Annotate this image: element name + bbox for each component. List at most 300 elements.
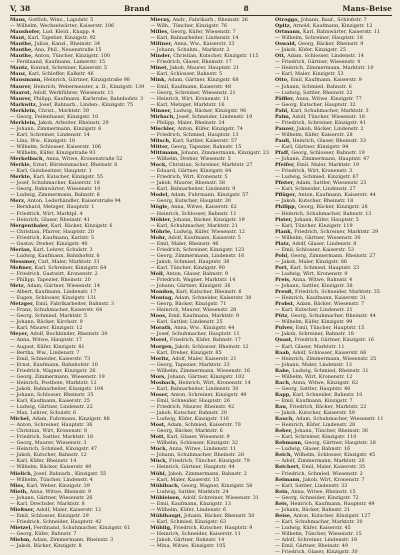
column-1 xyxy=(10,17,144,555)
entry-details: — Ludwig, Küfer, Kaiserstr. 45 xyxy=(275,524,351,531)
entry-surname: Markwitz, xyxy=(10,101,40,108)
entry-details: — Eduard, Gärtner, Kinzigstr. 84 xyxy=(150,168,232,175)
entry-surname: Mögle, xyxy=(150,204,171,211)
entry-surname: Maushofer, xyxy=(10,29,43,36)
entry-details: Anton, Kutscher, Kinzigstr. 127 xyxy=(293,512,371,519)
entry-details: Johann, Gärtner, Kinzigstr. 102 xyxy=(167,373,245,380)
entry-details: Adolf, Schreiner, Wiesenstr. 31 xyxy=(182,494,259,501)
entry-details: — Karl, Gärtner, Kinzigstr. 94 xyxy=(275,143,349,150)
entry-surname: Platz, xyxy=(275,240,293,247)
entry-details: — Friedrich, Gärtner, Wiesenstr. 4 xyxy=(275,59,361,66)
entry-details: Adolf, Kaufmann, Kaiserstr. 5 xyxy=(168,234,241,241)
entry-details: Georg, Bäcker, Rheinstr. 9 xyxy=(298,41,364,48)
entry-details: — Wilhelm, Wirt, Kronenstr. 12 xyxy=(275,373,353,380)
entry-details: — Georg, Bäcker, Marktstr. 6 xyxy=(150,428,223,435)
entry-details: — Georg, Feilenhauer, Kinzigstr. 10 xyxy=(10,113,99,120)
entry-details: Ernst, Bürstenmacher, Rheinstr. 8 xyxy=(32,162,118,169)
entry-details: — Karl, Bahnarbeiter, Lindenstr. 14 xyxy=(150,35,239,42)
entry-details: — Franz, Schuhmacher, Kaiserstr. 64 xyxy=(10,307,103,314)
entry-details: — Georg, Schneider, Kinzigstr. 72 xyxy=(275,494,359,501)
entry-surname: Mergenthaler, xyxy=(10,222,51,229)
entry-details: Anton, Küfer, Kinzigstr. 74 xyxy=(177,125,243,132)
entry-surname: Mirbach, xyxy=(150,113,177,120)
entry-details: — Friedrich, Wagner, Kinzigstr. 26 xyxy=(10,367,96,374)
entry-surname: Reimann, xyxy=(275,476,303,483)
entry-details: — Heinrich, Kaufmann, Kaiserstr. 31 xyxy=(275,295,367,302)
entry-details: — Ernst, Kaufmann, Bahnhofstr. 10 xyxy=(10,361,98,368)
entry-surname: Beise, xyxy=(275,512,294,519)
entry-surname: Reichert, xyxy=(275,464,302,471)
entry-details: — Heinrich, Zimmermann, Marktstr. 10 xyxy=(275,65,374,72)
entry-details: — Friedrich, Schneider, Hauptstr. 42 xyxy=(10,518,102,525)
entry-details: — Max, Lehrer, Schulstr. 6 xyxy=(10,410,77,417)
entry-details: — Heinrich, Zimmermann, Wiesenstr. 25 xyxy=(275,355,377,362)
entry-details: Andr., Fabrikarb., Rheinstr. 26 xyxy=(172,17,248,23)
entry-details: Emil, Tüncher, Hauptstr. 15 xyxy=(295,325,365,332)
entry-details: Friedrich, Schreiner, Marktstr. 29 xyxy=(294,228,379,235)
entry-details: — Johann, Schuhm., Marktstr. 2 xyxy=(150,47,230,54)
entry-details: Anna, Ww., Kaiserstr. 33 xyxy=(173,41,235,48)
entry-details: — Karl, Gutsbesitzer, Hauptstr. 1 xyxy=(10,168,92,175)
entry-details: — Wilhelm, Dreher, Wiesenstr. 5 xyxy=(150,156,231,163)
entry-surname: Rebmann, xyxy=(275,440,305,447)
entry-details: — Ludwig, Gärtner, Lindenstr. 22 xyxy=(10,404,93,410)
entry-surname: Metz, xyxy=(10,283,27,290)
entry-surname: Mauthe, xyxy=(10,41,35,48)
entry-details: Josef, Schneider, Lindenstr. 19 xyxy=(176,113,253,120)
entry-details: — Heinrich, Gärtner, Hauptstr. 44 xyxy=(150,464,235,471)
entry-details: — Jakob, Bäcker, Kinzigstr. 8 xyxy=(10,543,82,550)
entry-surname: Preis, xyxy=(275,277,293,284)
entry-details: Anna, Witwe, Rheinstr. 9 xyxy=(29,488,92,495)
entry-surname: Mühl, xyxy=(150,470,169,477)
entry-surname: Morgen, xyxy=(150,343,176,350)
entry-details: Emil, Kaufmann, Kaiserstr. 9 xyxy=(290,77,362,84)
entry-details: Adam, Fuhrmann, Kinzigstr. 88 xyxy=(32,416,110,423)
entry-details: — Karl, Kutscher, Lindenstr. 21 xyxy=(275,307,353,314)
entry-details: Adam, Gärtner, Kinzigstr. 68 xyxy=(167,77,239,84)
entry-details: Heinrich, Wirt, Kronenstr. 14 xyxy=(178,379,251,386)
header-center: Brand xyxy=(124,3,150,13)
entry-details: — Christian, Pfarrer, Hauptstr. 20 xyxy=(10,228,94,235)
entry-details: — Karl, Drechsler, Marktstr. 8 xyxy=(10,500,85,507)
entry-surname: Mietzel, xyxy=(10,524,34,531)
entry-details: — Johann, Bäcker, Kirchstr. 9 xyxy=(10,319,83,326)
entry-details: Josef, Bahnarb., Linden-, Kinzigstr. 75 xyxy=(39,101,134,108)
entry-surname: Ortmann, xyxy=(275,29,303,36)
entry-details: Emil, Maler, Marktstr. 19 xyxy=(296,162,360,169)
entry-details: — Heinrich, Schneider, Kaiserstr. 11 xyxy=(150,530,241,537)
entry-details: — Friedrich, Glaser, Rheinstr. 17 xyxy=(150,59,232,66)
entry-details: — Karl, Schuhmacher, Marktstr. 30 xyxy=(275,518,363,525)
entry-details: Ludwig, Schmied, Rheinstr. 31 xyxy=(292,367,369,374)
entry-surname: Mierny, xyxy=(150,17,173,23)
entry-surname: Mauthe, xyxy=(10,53,35,60)
entry-details: — Jakob, Schreiner, Bahnstr. 18 xyxy=(275,331,354,338)
entry-surname: Rabe, xyxy=(275,367,293,374)
entry-details: — Bertha, Ww., Lindenstr. 7 xyxy=(10,349,80,356)
entry-surname: Rein, xyxy=(275,488,291,495)
entry-details: — Ludwig, Sattler, Rheinstr. 22 xyxy=(275,89,353,96)
entry-surname: Michel, xyxy=(10,416,33,423)
entry-details: Anna, Witwe, Rheinstr. 15 xyxy=(291,488,356,495)
entry-details: — Georg, Zimmermann, Wiesenstr. 19 xyxy=(10,373,105,380)
entry-details: — Georg, Maurer, Wiesenstr. 3 xyxy=(10,440,87,447)
entry-details: — Wilhelm, Küfer, Lindenstr. 6 xyxy=(150,506,227,513)
entry-details: — Emil, Maler, Rheinstr. 46 xyxy=(150,240,219,247)
entry-details: — Emil, Schneider, Kaiserstr. 73 xyxy=(10,355,91,362)
entry-surname: Mieth, xyxy=(10,488,30,495)
entry-surname: Minner, xyxy=(150,107,174,114)
entry-details: — Emil, Kaufmann, Kinzigstr. 13 xyxy=(150,500,231,507)
entry-surname: Mühleisen, xyxy=(150,494,183,501)
entry-details: — Georg, Kutscher, Hauptstr. 30 xyxy=(150,198,231,205)
entry-details: Adolf, Tüncher, Wiesenstr. 18 xyxy=(292,113,365,120)
entry-details: Adam, Bäcker, Wiesenstr. 7 xyxy=(296,301,365,308)
entry-surname: Rau, xyxy=(275,404,290,410)
entry-surname: Otroggo, xyxy=(275,17,301,23)
column-2 xyxy=(150,17,269,555)
entry-details: Georg, Schuhmacher, Rheinstr. 44 xyxy=(290,313,376,320)
entry-details: Jakob, Bäcker, Lindenstr. 2 xyxy=(296,125,364,132)
entry-details: Heinrich, Webermeister, a. D., Kinzigstr. 139 xyxy=(33,83,145,90)
entry-surname: Mitter, xyxy=(150,143,171,150)
entry-details: — Karl, Bahnarbeiter, Lindenstr. 30 xyxy=(150,385,239,392)
entry-details: Friedrich, Schneider, Marktstr. 35 xyxy=(295,289,380,296)
entry-details: — Karl, Tüncher, Kinzigstr. 90 xyxy=(150,264,225,271)
entry-surname: Reich, xyxy=(275,452,294,459)
entry-details: — Friedrich, Schreiner, Kinzigstr. 41 xyxy=(275,119,366,126)
entry-details: — Christian, Wirt, Kronenstr. 8 xyxy=(10,428,87,435)
entry-details: Emil, Maler, Kaiserstr. 35 xyxy=(301,464,366,471)
entry-details: Friedrich, Tüncher, Kinzigstr. 79 xyxy=(169,458,250,465)
entry-details: Karl, Weber, Kinzigstr. 39 xyxy=(26,482,90,489)
entry-details: — Friedrich, Maurer, Rheinstr. 42 xyxy=(150,404,235,410)
entry-details: — Jakob, Kutscher, Rheinstr. 18 xyxy=(275,198,354,205)
entry-details: Adolf, Schlosser, Kaiserstr. 66 xyxy=(292,349,367,356)
entry-surname: Raab, xyxy=(275,349,293,356)
entry-surname: Pauli, xyxy=(275,137,293,144)
entry-details: Georg, Zimmermann, Rheinstr. 27 xyxy=(290,252,376,259)
entry-details: Arnold, Kaufmann, Kinzigstr. 12 xyxy=(292,23,373,30)
entry-details: Karl, Schreiner, Kinzigstr. 64 xyxy=(34,264,107,271)
entry-surname: Pflüger, xyxy=(275,192,298,199)
entry-surname: Minder, xyxy=(150,53,174,60)
entry-details: — Adolf, Zimmermann, Marktstr. 26 xyxy=(275,458,365,465)
entry-details: — Heinrich, Küfer, Lindenstr. 28 xyxy=(275,422,356,429)
entry-details: Adolf, Maler, Kaiserstr. 21 xyxy=(171,355,237,362)
entry-details: Josef, Bahnarb., Kinzigstr. 55 xyxy=(34,470,107,477)
entry-details: — Jakob, Gärtner, Bahnstr. 14 xyxy=(150,537,225,544)
entry-surname: Maurer, xyxy=(10,95,34,102)
entry-details: Jakob, Arbeiter, Rheinstr. 29 xyxy=(38,119,109,126)
entry-details: Anton, Glaser, Bahnstr. 9 xyxy=(166,270,228,277)
entry-surname: Pohl, xyxy=(275,252,291,259)
header-rule xyxy=(10,15,392,16)
entry-details: — Heinrich, Glaser, Rheinstr. 41 xyxy=(10,216,90,223)
entry-details: — Johann, Zimmermann, Hauptstr. 47 xyxy=(275,156,370,163)
entry-surname: Mittmann, xyxy=(150,150,181,157)
entry-details: — Wilhelm, Tüncher, Lindenstr. 4 xyxy=(10,476,93,483)
entry-details: Lud. Kleid., Knapp. 4 xyxy=(42,29,95,36)
entry-details: — Wilhelm, Bäcker, Kaiserstr. 40 xyxy=(10,464,92,471)
entry-surname: Meßner, xyxy=(10,264,35,271)
entry-details: — Ludwig, Schmied, Kinzigstr. 67 xyxy=(275,174,359,181)
entry-details: Johann, Bäcker, Kinzigstr. 19 xyxy=(173,216,245,223)
entry-details: — Mina, Witwe, Kinzigstr. 105 xyxy=(150,543,226,550)
page-number: 8 xyxy=(243,3,249,13)
entry-surname: Merkle, xyxy=(10,162,33,169)
entry-surname: Mohr, xyxy=(150,234,169,241)
entry-details: Anna, Witwe, Kinzigstr. 77 xyxy=(295,95,362,102)
entry-details: — Ludwig, Sattler, Marktstr. 24 xyxy=(150,488,229,495)
entry-surname: Pfister, xyxy=(275,180,296,187)
entry-details: — Ludwig, Glaser, Bahnstr. 16 xyxy=(275,446,351,453)
entry-details: — Heinrich, Maurer, Wiesenstr. 28 xyxy=(150,307,237,314)
entry-surname: Pulver, xyxy=(275,325,296,332)
entry-surname: Oswald, xyxy=(275,41,299,48)
entry-details: — Wilh., Tüncher, Kinzigstr. 76 xyxy=(150,23,228,30)
entry-details: Anna, Witwe, Lindenstr. 11 xyxy=(169,446,237,453)
entry-details: Johann, Tüncher, Rheinstr. 36 xyxy=(294,428,369,435)
entry-details: Karl, Bäcker, Kinzigstr. 6 xyxy=(50,222,113,229)
entry-details: — Johann, Schlosser, Rheinstr. 35 xyxy=(10,391,94,398)
entry-surname: Möhler, xyxy=(150,216,174,223)
entry-details: — Ludwig, Wirt, Kronenstr. 9 xyxy=(275,270,348,277)
entry-details: Johann, Zimmermann, Kinzigstr. 23 xyxy=(180,150,269,157)
entry-details: — Wilhelm, Zimmermann, Wiesenstr. 16 xyxy=(150,367,251,374)
entry-details: Ludwig, Bäcker, Kinzigstr. 96 xyxy=(173,107,247,114)
entry-details: — Karl, Küfer, Rheinstr. 14 xyxy=(10,458,77,465)
entry-details: — Georg, Bäcker, Kinzigstr. 71 xyxy=(150,301,227,308)
entry-surname: Mühlig, xyxy=(150,524,174,531)
entry-surname: Mors, xyxy=(150,373,168,380)
entry-details: Karl, Schuhmacher, Marktstr. 3 xyxy=(290,107,369,114)
entry-surname: Morel, xyxy=(150,337,170,344)
column-3 xyxy=(275,17,392,555)
entry-details: — Friedrich, Schreiner, Kinzigstr. 123 xyxy=(150,246,245,253)
entry-details: — Georg, Sattler, Hauptstr. 40 xyxy=(275,385,351,392)
directory-entry xyxy=(150,543,269,549)
entry-details: — Friedrich, Schmied, Wiesenstr. 2 xyxy=(275,470,363,477)
entry-details: — Friedrich, Glaser, Kinzigstr. 30 xyxy=(275,549,358,555)
entry-surname: Mück, xyxy=(150,458,170,465)
entry-details: — Jakob, Kutscher, Bahnstr. 20 xyxy=(150,410,228,417)
entry-details: — Wilhelm, Küfer, Kaiserstr. 28 xyxy=(275,131,353,138)
entry-details: Heinrich, Kaufmann, Hauptstr. 49 xyxy=(290,500,375,507)
entry-details: Adam, Sattler, Wiesenstr. 23 xyxy=(295,180,367,187)
entry-surname: Rauch, xyxy=(275,416,296,423)
entry-details: Johann, Bauf., Schloßstr. 7 xyxy=(300,17,367,23)
entry-details: — Karl, Maurer, Kinzigstr. 12 xyxy=(10,325,83,332)
entry-details: — Emil, Gärtner, Rheinstr. 49 xyxy=(275,543,349,550)
entry-details: Heinrich, Gärtner, Kinzigstraße 98 xyxy=(43,77,130,84)
entry-surname: Opitz, xyxy=(275,23,293,30)
entry-details: Ludwig, Küfer, Wiesenstr. 12 xyxy=(173,228,245,235)
entry-surname: Mielich, xyxy=(10,470,35,477)
entry-details: — Karl, Schreiner, Lindenstr. 14 xyxy=(10,131,90,138)
entry-details: — Wilhelm, Tüncher, Wiesenstr. 15 xyxy=(275,530,362,537)
entry-surname: Meyer, xyxy=(10,331,31,338)
entry-surname: Metzger, xyxy=(10,301,36,308)
entry-details: — Johann, Gärtner, Kinzigstr. 36 xyxy=(150,283,231,290)
entry-details: — Josef, Schuhmacher, Kaiserstr. 18 xyxy=(10,180,100,187)
entry-surname: Preuß, xyxy=(275,289,296,296)
entry-details: Friedrich, Kutscher, Hauptstr. 9 xyxy=(173,524,253,531)
entry-details: — Jakob, Bahnarbeiter, Kinzigstr. 104 xyxy=(10,385,104,392)
entry-surname: Pütz, xyxy=(275,313,291,320)
entry-surname: Merian, xyxy=(10,246,34,253)
entry-details: — Friedrich, Wagner, Marktstr. 14 xyxy=(150,277,236,284)
entry-details: — Anton, Schreiner, Hauptstr. 36 xyxy=(10,422,93,429)
entry-details: Philipp, Kaufmann, Karlsruhe, Bahnhofstr. 3 xyxy=(33,95,144,102)
entry-surname: Mühlbach, xyxy=(150,482,182,489)
entry-details: Ana, Phil., Neuenstraße 15 xyxy=(34,47,102,54)
entry-surname: Probst, xyxy=(275,301,297,308)
entry-details: — Wilhelm, Küfer, Kinzigstraße 93 xyxy=(10,150,96,157)
entry-details: Friedrich, Gärtner, Kinzigstr. 16 xyxy=(294,337,374,344)
entry-details: Gottlob, Winz., Lapidstr. 5 xyxy=(28,17,94,23)
entry-details: — Wilhelm, Schreiner, Hauptstr. 18 xyxy=(275,35,363,42)
entry-details: — Ludwig, Küfer, Kinzigstr. 116 xyxy=(150,416,229,423)
entry-surname: Maurer, xyxy=(10,83,34,90)
entry-surname: Mautz, xyxy=(10,65,31,72)
entry-details: Konrad, Schreiner, Kaiserstr. 5 xyxy=(30,65,108,72)
columns xyxy=(10,17,392,555)
entry-details: Georg, Tapezier, Bahnstr. 15 xyxy=(170,143,242,150)
entry-surname: Mischler, xyxy=(150,125,178,132)
entry-details: — Wilhelm, Wechselwärter, Kaiserstr. 106 xyxy=(10,23,115,30)
entry-details: Karl, Bahnwärter, Kaiserstr. 11 xyxy=(302,29,381,36)
entry-details: — Karl, Maler, Kaiserstr. 15 xyxy=(150,476,220,483)
entry-details: Georg, Bäcker, Kinzigstr. 28 xyxy=(298,204,368,211)
entry-details: Georg, Wagner, Kinzigstr. 58 xyxy=(181,482,253,489)
entry-details: — Friedrich, Schmied, Hauptstr. 13 xyxy=(150,131,239,138)
entry-details: Adam, Fuhrmann, Kinzigstr. 57 xyxy=(170,192,249,199)
entry-details: — Emil, Schneider, Hauptstr. 26 xyxy=(150,397,230,404)
entry-details: Adam, Schneider, Kaiserstr. 38 xyxy=(174,295,252,302)
entry-details: — Friedrich, Wirt, Marktpl. 4 xyxy=(10,210,83,217)
entry-surname: Merklein, xyxy=(10,107,39,114)
entry-surname: Model, xyxy=(150,192,171,199)
entry-surname: Palm, xyxy=(275,113,293,120)
entry-surname: Otto, xyxy=(275,77,291,84)
entry-details: — Karl, Bahnarbeiter, Lindenstr. 9 xyxy=(150,186,236,193)
entry-details: — Ludwig, Kaufmann, Bahnhofstr. 6 xyxy=(10,252,100,259)
entry-details: — Jakob, Küfer, Kinzigstr. 25 xyxy=(275,47,347,54)
entry-details: — Johann, Schuhmacher, Rheinstr. 28 xyxy=(150,452,244,459)
entry-details: Adam, Schlosser, Lindenstr. 14 xyxy=(287,53,364,60)
entry-details: Karl, Schloffer, Kalkstr. 46 xyxy=(28,71,94,78)
entry-surname: Merz, xyxy=(10,198,28,205)
entry-details: Ferdinand, Schuhmacher, Kinzigstr. 61 xyxy=(33,524,131,531)
entry-details: Karl, Schneider, Bahnstr. 10 xyxy=(292,391,363,398)
entry-details: — Friedrich, Sattler, Marktstr. 18 xyxy=(10,434,94,441)
entry-details: — Karl, Schreiner, Kinzigstr. 110 xyxy=(275,434,357,441)
entry-surname: Maus, xyxy=(10,17,29,23)
entry-details: — Karl, Maler, Kinzigstr. 53 xyxy=(275,71,344,78)
entry-surname: Moll, xyxy=(150,270,167,277)
entry-details: — Wilhelm, Schlosser, Kinzigstr. 32 xyxy=(150,440,238,447)
entry-surname: Päffler, xyxy=(275,95,296,102)
entry-surname: Rach, xyxy=(275,379,293,386)
entry-details: — Wilhelm, Schlosser, Kaiserstr. 106 xyxy=(10,143,102,150)
entry-surname: Mock, xyxy=(150,162,169,169)
entry-details: — Johann, Bäcker, Bahnstr. 21 xyxy=(275,506,351,513)
entry-details: — Anna, Witwe, Hauptstr. 17 xyxy=(10,337,82,344)
entry-surname: Philipp, xyxy=(275,204,299,211)
entry-details: Adolf, Buchbinder, Rheinstr. 30 xyxy=(30,331,108,338)
entry-details: — Karl, Tüncher, Kinzigstr. 119 xyxy=(275,222,353,229)
entry-details: Emil, Fabrikarbeiter, Bahnstr. 3 xyxy=(35,301,115,308)
entry-details: Jakob, Schlosser, Rheinstr. 12 xyxy=(175,343,249,350)
entry-details: Christ., Marktstr. 39 xyxy=(38,107,90,114)
entry-details: Julius, Kanzl., Rheinstr. 34 xyxy=(34,41,101,48)
entry-surname: Pfeifer, xyxy=(275,162,297,169)
entry-surname: Moos, xyxy=(150,313,169,320)
entry-details: — Karl, Metzger, Marktstr. 16 xyxy=(150,101,225,108)
entry-details: — August, Küfer, Kinzigstr. 81 xyxy=(10,343,85,350)
entry-details: — Karl, Sattler, Lindenstr. 33 xyxy=(275,482,348,489)
entry-details: — Emil, Kaufmann, Kaiserstr. 48 xyxy=(150,83,232,90)
entry-details: Heinrich, Glaser, Rheinstr. 33 xyxy=(292,137,366,144)
entry-surname: Montag, xyxy=(150,295,175,302)
entry-details: Anna, Ww., Kinzigstr. 44 xyxy=(173,325,235,332)
entry-surname: Morath, xyxy=(150,325,174,332)
entry-details: — Karl, Kaufmann, Kaiserstr. 25 xyxy=(10,397,90,404)
entry-details: Wilhelm, Schlosser, Kinzigstr. 45 xyxy=(293,452,376,459)
header-left: V, 38 xyxy=(10,3,31,13)
entry-details: Carl, Maler, Marktstr. 31 xyxy=(37,258,100,265)
entry-details: — Georg, Schmied, Marktstr. 5 xyxy=(10,313,88,320)
entry-details: — Philipp, Tapezier, Rheinstr. 20 xyxy=(10,277,91,284)
entry-details: Adam, Schuhmacher, Wiesenstr. 11 xyxy=(295,416,384,423)
entry-details: — Gustav, Dreher, Kinzigstr. 40 xyxy=(10,240,88,247)
entry-surname: Merkelbach, xyxy=(10,156,46,163)
entry-details: — Georg, Schreiner, Wiesenstr. 21 xyxy=(150,89,236,96)
entry-details: — Johann, Gärtner, Wiesenstr. 26 xyxy=(10,494,93,501)
entry-details: Johann, Küfer, Hauptstr. 5 xyxy=(294,216,359,223)
directory-entry xyxy=(10,543,144,549)
entry-details: — Georg, Zimmermann, Lindenstr. 16 xyxy=(150,252,245,259)
entry-details: Anna, Witwe, Kronenstraße 52 xyxy=(46,156,123,163)
entry-details: Georg, Schlosser, Bahnstr. 19 xyxy=(291,150,365,157)
entry-details: — Ludwig, Zimmermann, Bahnstr. 8 xyxy=(10,192,100,199)
entry-details: — Lina, Ww., Kinzigstr. 18 xyxy=(10,137,75,144)
entry-details: Adam, Zimmermann, Rheinstr. 3 xyxy=(32,537,114,544)
entry-details: Anna, Witwe, Kinzigstr. 62 xyxy=(292,379,359,386)
entry-details: — Ferdinand, Kaufmann, Lamerstr. 15 xyxy=(10,59,106,66)
entry-details: — Jakob, Kutscher, Bahnstr. 12 xyxy=(10,452,87,459)
entry-details: — Heinrich, Schmied, Kinzigstr. 47 xyxy=(10,446,98,453)
header-right: Mans–Beise xyxy=(342,3,392,13)
entry-surname: Messmer, xyxy=(10,258,38,265)
entry-details: Anton, Lederhändler, Kaiserstraße 94 xyxy=(27,198,121,205)
entry-details: Georg, Gärtner, Hauptstr. 28 xyxy=(304,440,376,447)
entry-details: — Philipp, Maler, Rheinstr. 24 xyxy=(150,119,225,126)
entry-details: Christian, Kutscher, Kinzigstr. 115 xyxy=(173,53,259,60)
entry-details: — Jakob, Kutscher, Kaiserstr. 59 xyxy=(275,410,355,417)
entry-details: Jakob, Zimmermann, Bahnstr. 2 xyxy=(168,470,247,477)
entry-surname: Panzer, xyxy=(275,125,297,132)
entry-surname: Reis, xyxy=(275,500,291,507)
entry-surname: Mausmann, xyxy=(10,77,44,84)
entry-details: Anna, Witwe, Bahnstr. 4 xyxy=(292,277,353,284)
entry-surname: Port, xyxy=(275,264,291,271)
entry-details: — Heinrich, Wirt, Kronenstr. 11 xyxy=(150,95,230,102)
entry-details: — Karl, Glaser, Marktstr. 11 xyxy=(275,343,345,350)
entry-surname: Plank, xyxy=(275,228,295,235)
